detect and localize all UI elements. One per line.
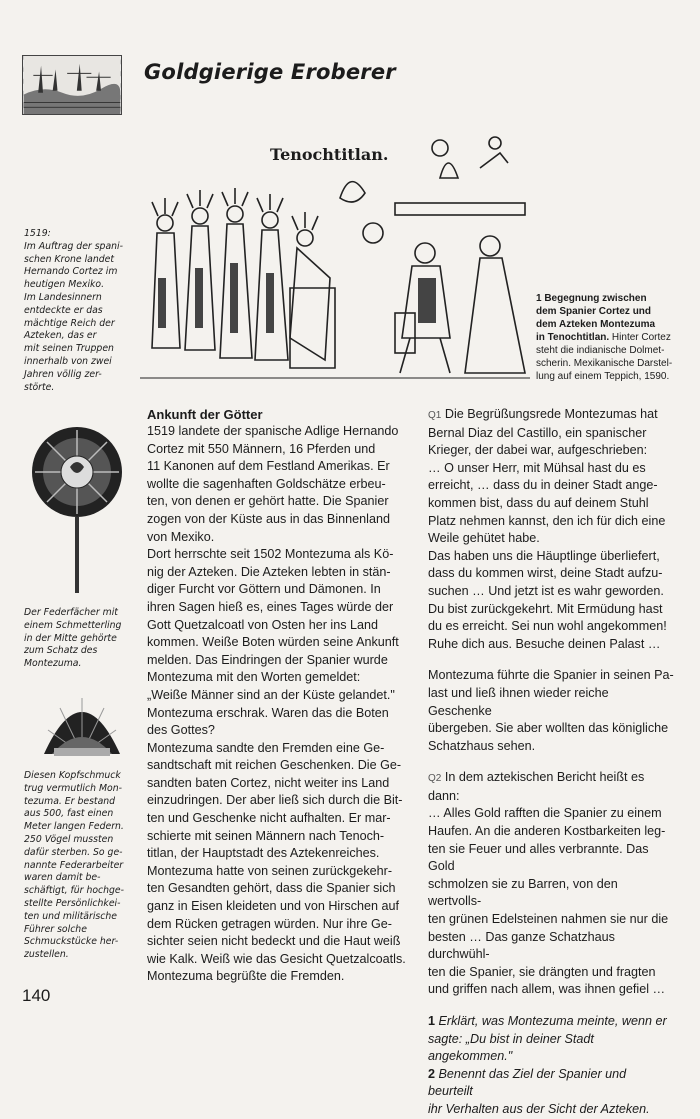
caption-feather-fan — [24, 607, 128, 671]
caption-line: Meter langen Federn. — [24, 821, 124, 833]
task-text: ihr Verhalten aus der Sicht der Azteken. — [428, 1101, 650, 1116]
caption-line: Im Landesinnern — [24, 291, 102, 303]
text-line: sandtschaft mit reichen Geschenken. Die Ge- — [147, 758, 402, 773]
text-line: „Weiße Männer sind an der Küste gelandet." — [147, 687, 395, 702]
task-text: sagte: „Du bist in deiner Stadt angekommen." — [428, 1031, 594, 1064]
text-line: melden. Das Eindringen der Spanier wurde — [147, 652, 388, 667]
text-line: sichter seien nicht bedeckt und die Haut weiß — [147, 934, 401, 949]
figure-caption-text: scherin. Mexikanische Darstel- — [536, 358, 673, 369]
text-line: Gott Quetzalcoatl von Osten her ins Land — [147, 617, 379, 632]
caption-line: störte. — [24, 381, 55, 393]
caption-line: ten und militärische — [24, 910, 117, 922]
source-marker-q1: Q1 — [428, 410, 442, 421]
text-line: und griffen nach allem, was ihnen gefiel … — [428, 982, 666, 997]
caption-line: trug vermutlich Mon- — [24, 782, 122, 794]
text-line: ten grünen Edelsteinen nahmen sie nur die — [428, 912, 669, 927]
text-line: In dem aztekischen Bericht heißt es dann: — [428, 770, 645, 803]
text-line: 11 Kanonen auf dem Festland Amerikas. Er — [147, 459, 390, 474]
text-line: Krieger, der dabei war, aufgeschrieben: — [428, 443, 648, 458]
text-line: ten sie Feuer und alles verbrannte. Das Gold — [428, 841, 649, 874]
text-line: … Alles Gold rafften die Spanier zu einem — [428, 806, 662, 821]
text-line: Montezuma führte die Spanier in seinen Pa- — [428, 668, 674, 683]
text-line: Schatzhaus sehen. — [428, 738, 536, 753]
caption-line: entdeckte er das — [24, 304, 103, 316]
caption-line: zustellen. — [24, 949, 69, 961]
text-line: du es erreicht. Sei nun wohl angekommen! — [428, 619, 667, 634]
figure-caption-bold: dem Azteken Montezuma — [536, 319, 656, 330]
caption-line: waren damit be- — [24, 872, 101, 884]
text-line: des Gottes? — [147, 723, 215, 738]
caption-line: Schmuckstücke her- — [24, 936, 119, 948]
text-line: ihren Sagen hieß es, eines Tages würde der — [147, 599, 394, 614]
caption-line: heutigen Mexiko. — [24, 279, 105, 291]
caption-line: zum Schatz des — [24, 645, 98, 657]
caption-line: schäftigt, für hochge- — [24, 885, 125, 897]
caption-line: einem Schmetterling — [24, 619, 122, 631]
caption-line: tezuma. Er bestand — [24, 795, 116, 807]
source-marker-q2: Q2 — [428, 773, 442, 785]
text-line: Bernal Diaz del Castillo, ein spanischer — [428, 425, 647, 440]
caption-line: Montezuma. — [24, 658, 82, 670]
text-line: Das haben uns die Häuptlinge überliefert, — [428, 548, 660, 563]
caption-line: dafür sterben. So ge- — [24, 846, 123, 858]
caption-line: in der Mitte gehörte — [24, 632, 117, 644]
task-text: Erklärt, was Montezuma meinte, wenn er — [438, 1014, 667, 1028]
caption-line: Der Federfächer mit — [24, 607, 118, 618]
text-line: Ruhe dich aus. Besuche deinen Palast … — [428, 636, 661, 651]
text-line: ten und Geschenke nicht aufhalten. Er mar- — [147, 811, 391, 826]
task-2 — [428, 1066, 674, 1101]
caption-line: nannte Federarbeiter — [24, 859, 124, 871]
text-line: kommen. Weiße Boten würden seine Ankunft — [147, 635, 399, 650]
text-line: ten, von denen er gehört hatte. Die Spanier — [147, 494, 389, 509]
figure-caption-bold: dem Spanier Cortez und — [536, 306, 652, 317]
caption-line: schen Krone landet — [24, 253, 115, 265]
caption-line: innerhalb von zwei — [24, 355, 112, 367]
header-engraving-image — [22, 55, 122, 115]
caption-line: Diesen Kopfschmuck — [24, 770, 121, 781]
text-line: diger Furcht vor Göttern und Dämonen. In — [147, 582, 381, 597]
caption-line: Führer solche — [24, 923, 87, 935]
text-line: suchen … Und jetzt ist es wahr geworden. — [428, 583, 664, 598]
text-line: von Mexiko. — [147, 529, 215, 544]
text-line: Montezuma hatte von seinen zurückgekehr- — [147, 863, 393, 878]
text-line: … O unser Herr, mit Mühsal hast du es — [428, 460, 646, 475]
text-line: wie Kalk. Weiß wie das Gesicht Quetzalcoatls. — [147, 951, 406, 966]
page-number: 140 — [22, 986, 51, 1005]
text-line: schierte mit seinen Männern nach Tenoch- — [147, 828, 385, 843]
illustration-label: Tenochtitlan. — [270, 145, 389, 164]
caption-line: Azteken, das er — [24, 330, 97, 342]
main-text-column-left — [147, 406, 419, 986]
page-title: Goldgierige Eroberer — [144, 60, 396, 84]
caption-line: Jahren völlig zer- — [24, 368, 102, 380]
text-line: Montezuma erschrak. Waren das die Boten — [147, 705, 389, 720]
text-line: erreicht, … dass du in deiner Stadt ange- — [428, 478, 658, 493]
text-line: nig der Azteken. Die Azteken lebten in stän- — [147, 564, 391, 579]
text-line: Cortez mit 550 Männern, 16 Pferden und — [147, 441, 376, 456]
caption-line: Hernando Cortez im — [24, 266, 118, 278]
feather-fan-image — [30, 425, 124, 595]
caption-line: aus 500, fast einen — [24, 808, 114, 820]
headdress-image — [40, 690, 124, 758]
figure-caption-text: Hinter Cortez — [609, 332, 671, 343]
figure-caption-bold: in Tenochtitlan. — [536, 332, 610, 343]
text-line: ganz in Eisen kleideten und von Hirschen auf — [147, 899, 400, 914]
text-line: übergeben. Sie aber wollten das königliche — [428, 721, 669, 736]
text-line: Platz nehmen kannst, den ich für dich eine — [428, 513, 666, 528]
caption-line: Im Auftrag der spani- — [24, 240, 123, 252]
text-line: Weile gehütet habe. — [428, 531, 540, 546]
section-heading: Ankunft der Götter — [147, 407, 263, 422]
text-line: dem Rücken getragen würden. Nur ihre Ge- — [147, 916, 393, 931]
text-line: Montezuma sandte den Fremden eine Ge- — [147, 740, 385, 755]
caption-line: mächtige Reich der — [24, 317, 115, 329]
text-line: ten die Spanier, sie drängten und fragten — [428, 964, 656, 979]
text-line: Montezuma mit den Worten gemeldet: — [147, 670, 361, 685]
text-line: sandten baten Cortez, nicht weiter ins Land — [147, 775, 390, 790]
task-1 — [428, 1013, 674, 1031]
main-text-column-right — [428, 406, 674, 1119]
text-line: titlan, der Hauptstadt des Aztekenreiches. — [147, 846, 380, 861]
task-number: 2 — [428, 1066, 436, 1081]
figure-caption-bold: 1 Begegnung zwischen — [536, 293, 647, 304]
caption-line: 250 Vögel mussten — [24, 833, 114, 845]
figure-caption-text: lung auf einem Teppich, 1590. — [536, 371, 670, 382]
task-number: 1 — [428, 1014, 436, 1028]
caption-1519 — [24, 228, 128, 394]
figure-caption — [536, 292, 696, 383]
text-line: 1519 landete der spanische Adlige Hernando — [147, 424, 399, 438]
aztec-meeting-illustration — [140, 128, 530, 398]
figure-caption-text: steht die indianische Dolmet- — [536, 345, 665, 356]
task-text: Benennt das Ziel der Spanier und beurteilt — [428, 1066, 627, 1099]
text-line: schmolzen sie zu Barren, von den wertvolls- — [428, 876, 618, 909]
text-line: besten … Das ganze Schatzhaus durchwühl- — [428, 929, 615, 962]
text-line: einzudringen. Der aber ließ sich durch die Bit- — [147, 793, 403, 808]
text-line: Montezuma begrüßte die Fremden. — [147, 969, 345, 984]
text-line: Die Begrüßungsrede Montezumas hat — [444, 407, 658, 421]
caption-year: 1519: — [24, 228, 51, 239]
text-line: kommen bist, dass du auf deinem Stuhl — [428, 495, 649, 510]
text-line: ten Gesandten gehört, dass die Spanier sich — [147, 881, 396, 896]
caption-line: stellte Persönlichkei- — [24, 897, 121, 909]
caption-headdress — [24, 770, 128, 962]
text-line: last und ließ ihnen wieder reiche Geschenke — [428, 685, 609, 718]
text-line: Haufen. An die anderen Kostbarkeiten leg- — [428, 824, 666, 839]
caption-line: mit seinen Truppen — [24, 343, 114, 355]
text-line: wollte die sagenhaften Goldschätze erbeu- — [147, 476, 386, 491]
text-line: zogen von der Küste aus in das Binnenland — [147, 511, 390, 526]
text-line: Du bist zurückgekehrt. Mit Ermüdung hast — [428, 601, 663, 616]
text-line: Dort herrschte seit 1502 Montezuma als Kö- — [147, 547, 394, 562]
text-line: dass du kommen wirst, deine Stadt aufzu- — [428, 566, 663, 581]
